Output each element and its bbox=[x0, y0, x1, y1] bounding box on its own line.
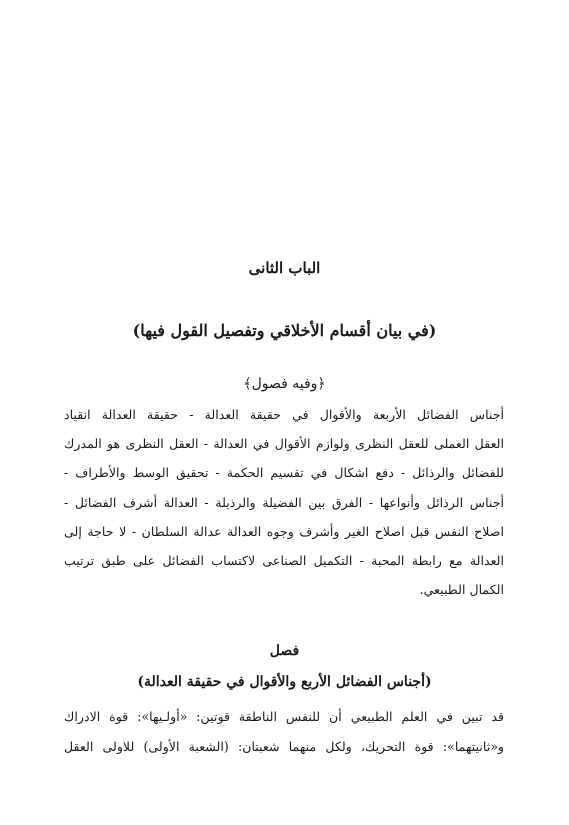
chapter-subtitle: (في بيان أقسام الأخلاقي وتفصيل القول فيها) bbox=[132, 321, 437, 340]
summary-line: أجناس الفضائل الأربعة والأقوال في حقيقة العدالة - حقيقة العدالة انقياد bbox=[64, 407, 504, 422]
section-title: فصل bbox=[269, 643, 300, 659]
summary-line: للفضائل والرذائل - دفع اشكال في تقسيم الحكمة - تحقيق الوسط والأطراف - bbox=[64, 465, 504, 481]
body-line: و«ثانيتهما»: قوة التحريك، ولكل منهما شعبتان: (الشعبة الأولى) للاولى العقل bbox=[64, 739, 504, 754]
summary-line: اصلاح النفس قبل اصلاح الغير وأشرف وجوه العدالة عدالة السلطان - لا حاجة إلى bbox=[64, 523, 504, 539]
chapter-contents-summary bbox=[64, 400, 504, 604]
body-line: قد تبين في العلم الطبيعي أن للنفس الناطقة قوتين: «أولـيها»: قوة الادراك bbox=[64, 709, 504, 724]
summary-line: الكمال الطبيعي. bbox=[419, 582, 504, 598]
section-subtitle: (أجناس الفضائل الأربع والأقوال في حقيقة العدالة) bbox=[137, 674, 432, 690]
sections-note: ﴿وفيه فصول﴾ bbox=[243, 376, 326, 392]
summary-line: أجناس الرذائل وأنواعها - الفرق بين الفضيلة والرذيلة - العدالة أشرف الفضائل - bbox=[64, 494, 504, 510]
summary-line: العدالة مع رابطة المحبة - التكميل الصناعى لاكتساب الفضائل على طبق ترتيب bbox=[64, 552, 504, 568]
summary-line: العقل العملى للعقل النظرى ولوازم الأقوال في العدالة - العقل النظرى هو المدرك bbox=[64, 436, 504, 452]
chapter-title: الباب الثانى bbox=[248, 259, 321, 277]
section-body bbox=[64, 702, 504, 762]
